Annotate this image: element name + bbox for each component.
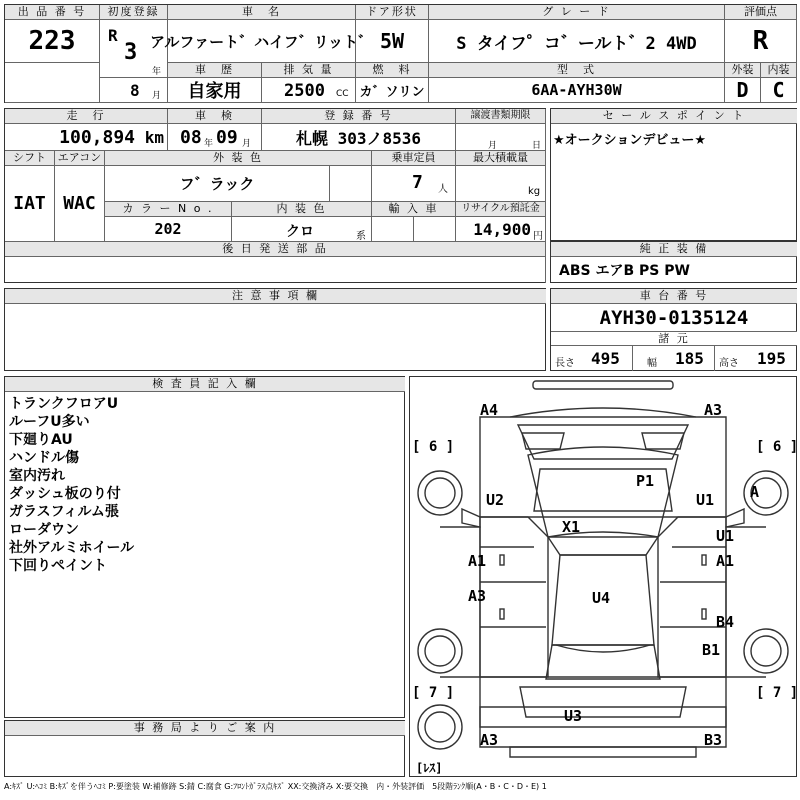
lot-number-label: 出 品 番 号 bbox=[5, 5, 100, 20]
shift: IAT bbox=[5, 166, 55, 242]
interior-color: クロ bbox=[286, 224, 314, 240]
transfer-day-unit: 日 bbox=[532, 141, 542, 151]
interior-color-unit: 系 bbox=[356, 231, 366, 242]
inspector-notes-list bbox=[9, 395, 134, 575]
sales-point-block bbox=[550, 108, 797, 241]
inspector-note: ルーフU多い bbox=[9, 414, 90, 430]
exterior-grade-label: 外装 bbox=[725, 63, 761, 78]
mileage-unit: km bbox=[144, 128, 164, 147]
damage-mark-right-rear-door: A1 bbox=[716, 552, 735, 570]
damage-mark-right-front-wheel: A bbox=[750, 483, 760, 501]
exterior-grade: D bbox=[725, 78, 761, 103]
chassis-label: 車 台 番 号 bbox=[551, 289, 797, 304]
max-load-unit: kg bbox=[528, 186, 541, 197]
shift-label: シフト bbox=[5, 151, 55, 166]
car-outline-drawing bbox=[410, 377, 799, 776]
damage-mark-right-fender: U1 bbox=[696, 491, 715, 509]
aircon-label: エアコン bbox=[55, 151, 105, 166]
damage-mark-tailgate: U3 bbox=[564, 707, 583, 725]
inspection-month: 09 bbox=[216, 127, 238, 148]
interior-grade: C bbox=[761, 78, 797, 103]
recycle-deposit-label: リサイクル預託金 bbox=[456, 202, 546, 217]
equipment-label: 純 正 装 備 bbox=[551, 242, 797, 257]
damage-mark-rear-bumper-left: A3 bbox=[480, 731, 499, 749]
damage-mark-left-fender: U2 bbox=[486, 491, 505, 509]
sales-point-text: ★オークションデビュー★ bbox=[553, 133, 707, 148]
dimensions-label: 諸 元 bbox=[551, 332, 797, 346]
interior-grade-label: 内装 bbox=[761, 63, 797, 78]
office-info-block bbox=[4, 720, 405, 777]
lot-number-blank bbox=[5, 63, 100, 103]
length-cell bbox=[551, 346, 633, 371]
tire-mark-front-right: [ 6 ] bbox=[756, 439, 799, 455]
model-label: 型 式 bbox=[429, 63, 725, 78]
exterior-color: フ゛ラック bbox=[105, 166, 330, 202]
capacity-label: 乗車定員 bbox=[372, 151, 456, 166]
inspector-note: ガラスフィルム張 bbox=[9, 504, 119, 520]
lot-number: 223 bbox=[5, 20, 100, 63]
damage-code-legend: A:ｷｽﾞ U:ﾍｺﾐ B:ｷｽﾞを伴うﾍｺﾐ P:要塗装 W:補修跡 S:錆 C:腐食 G:ﾌﾛﾝﾄｶﾞﾗｽ点ｷｽﾞ XX:交換済み X:要交換 内・外装評価 5段階ﾗﾝｸ順(A・B・C・D・E) 1 bbox=[4, 782, 547, 791]
displacement-label: 排 気 量 bbox=[262, 63, 356, 78]
inspector-note: ダッシュ板のり付 bbox=[9, 486, 121, 502]
damage-mark-front-right-corner: A3 bbox=[704, 401, 723, 419]
car-name: アルファート゛ハイフ゛リット゛ bbox=[168, 20, 356, 63]
later-parts-label: 後 日 発 送 部 品 bbox=[5, 242, 546, 257]
height-value: 195 bbox=[757, 349, 786, 368]
first-registration-month-cell bbox=[100, 78, 168, 103]
inspector-notes-block bbox=[4, 376, 405, 718]
width-label: 幅 bbox=[647, 358, 657, 369]
inspector-note: 下回りペイント bbox=[9, 558, 107, 574]
equipment-list: ABS エアB PS PW bbox=[559, 263, 690, 279]
tire-mark-rear-left: [ 7 ] bbox=[412, 685, 455, 701]
height-cell bbox=[715, 346, 797, 371]
aircon: WAC bbox=[55, 166, 105, 242]
fuel: カ゛ソリン bbox=[356, 78, 429, 103]
import-label: 輸 入 車 bbox=[372, 202, 456, 217]
damage-mark-left-front-door: A1 bbox=[468, 552, 487, 570]
recycle-deposit: 14,900 bbox=[473, 220, 531, 239]
damage-mark-hood: P1 bbox=[636, 472, 655, 490]
door-type-label: ドア形状 bbox=[356, 5, 429, 20]
vehicle-header-block bbox=[4, 4, 797, 103]
inspector-note: 下廻りAU bbox=[9, 432, 73, 448]
caution-block bbox=[4, 288, 546, 371]
length-label: 長さ bbox=[555, 358, 575, 369]
damage-mark-rear-bumper-right: B3 bbox=[704, 731, 723, 749]
damage-mark-front-left-corner: A4 bbox=[480, 401, 499, 419]
damage-mark-windshield: X1 bbox=[562, 518, 581, 536]
first-registration-label: 初度登録 bbox=[100, 5, 168, 20]
caution-label: 注 意 事 項 欄 bbox=[5, 289, 546, 304]
max-load-label: 最大積載量 bbox=[456, 151, 546, 166]
chassis-number: AYH30-0135124 bbox=[551, 304, 797, 332]
inspector-note: トランクフロアU bbox=[9, 396, 119, 412]
displacement: 2500 bbox=[284, 81, 325, 101]
vehicle-details-block bbox=[4, 108, 546, 283]
equipment-block bbox=[550, 241, 797, 283]
interior-color-cell bbox=[232, 217, 372, 242]
mileage-cell bbox=[5, 124, 168, 151]
overall-score: R bbox=[725, 20, 797, 63]
history-label: 車 歴 bbox=[168, 63, 262, 78]
capacity-unit: 人 bbox=[438, 184, 448, 195]
office-info-label: 事 務 局 よ り ご 案 内 bbox=[5, 721, 405, 736]
inspection-label: 車 検 bbox=[168, 109, 262, 124]
grade-label: グ レ ー ド bbox=[429, 5, 725, 20]
chassis-block bbox=[550, 288, 797, 371]
inspector-notes-label: 検 査 員 記 入 欄 bbox=[5, 377, 405, 392]
first-registration-month: 8 bbox=[130, 81, 140, 100]
plate-label: 登 録 番 号 bbox=[262, 109, 456, 124]
exterior-color-sub bbox=[330, 166, 372, 202]
plate-number: 札幌 303ノ8536 bbox=[262, 124, 456, 151]
tire-mark-front-left: [ 6 ] bbox=[412, 439, 455, 455]
first-registration-year: 3 bbox=[124, 40, 138, 65]
width-cell bbox=[633, 346, 715, 371]
damage-mark-roof: U4 bbox=[592, 589, 611, 607]
recycle-deposit-unit: 円 bbox=[533, 231, 543, 242]
import-cell-a bbox=[372, 217, 414, 242]
transfer-month-unit: 月 bbox=[488, 141, 498, 151]
exterior-color-label: 外 装 色 bbox=[105, 151, 372, 166]
era-label: R bbox=[108, 26, 118, 45]
history: 自家用 bbox=[168, 78, 262, 103]
length-value: 495 bbox=[591, 349, 620, 368]
car-name-label: 車 名 bbox=[168, 5, 356, 20]
damage-mark-left-rear-door: A3 bbox=[468, 587, 487, 605]
transfer-deadline-label: 譲渡書類期限 bbox=[456, 109, 546, 124]
width-value: 185 bbox=[675, 349, 704, 368]
inspector-note: ローダウン bbox=[9, 522, 79, 538]
spare-tire-mark: [ﾚｽ] bbox=[416, 761, 443, 775]
month-unit: 月 bbox=[152, 91, 162, 101]
inspector-note: 室内汚れ bbox=[9, 468, 65, 484]
damage-mark-right-rear: B1 bbox=[702, 641, 721, 659]
displacement-unit: CC bbox=[336, 89, 349, 99]
mileage-label: 走 行 bbox=[5, 109, 168, 124]
capacity-cell bbox=[372, 166, 456, 202]
fuel-label: 燃 料 bbox=[356, 63, 429, 78]
later-parts-content bbox=[5, 257, 546, 283]
color-number-label: カ ラ ー N o . bbox=[105, 202, 232, 217]
inspection-month-unit: 月 bbox=[242, 139, 252, 149]
inspection-year-unit: 年 bbox=[204, 139, 214, 149]
mileage: 100,894 bbox=[59, 127, 135, 148]
color-number: 202 bbox=[105, 217, 232, 242]
displacement-cell bbox=[262, 78, 356, 103]
score-label: 評価点 bbox=[725, 5, 797, 20]
tire-mark-rear-right: [ 7 ] bbox=[756, 685, 799, 701]
transfer-deadline-cell bbox=[456, 124, 546, 151]
inspection-year: 08 bbox=[180, 127, 202, 148]
height-label: 高さ bbox=[719, 358, 739, 369]
recycle-deposit-cell bbox=[456, 217, 546, 242]
capacity: 7 bbox=[412, 172, 423, 193]
sales-point-label: セ ー ル ス ポ イ ン ト bbox=[551, 109, 797, 124]
damage-diagram bbox=[409, 376, 797, 777]
interior-color-label: 内 装 色 bbox=[232, 202, 372, 217]
grade: S タイフ゜コ゛ールト゛2 4WD bbox=[429, 20, 725, 63]
inspector-note: ハンドル傷 bbox=[9, 450, 79, 466]
damage-mark-right-quarter: B4 bbox=[716, 613, 735, 631]
inspection-cell bbox=[168, 124, 262, 151]
door-type: 5W bbox=[356, 20, 429, 63]
max-load-cell bbox=[456, 166, 546, 202]
model-code: 6AA-AYH30W bbox=[429, 78, 725, 103]
damage-mark-right-front-door: U1 bbox=[716, 527, 735, 545]
import-cell-b bbox=[414, 217, 456, 242]
year-unit: 年 bbox=[152, 67, 162, 77]
inspector-note: 社外アルミホイール bbox=[9, 540, 135, 556]
